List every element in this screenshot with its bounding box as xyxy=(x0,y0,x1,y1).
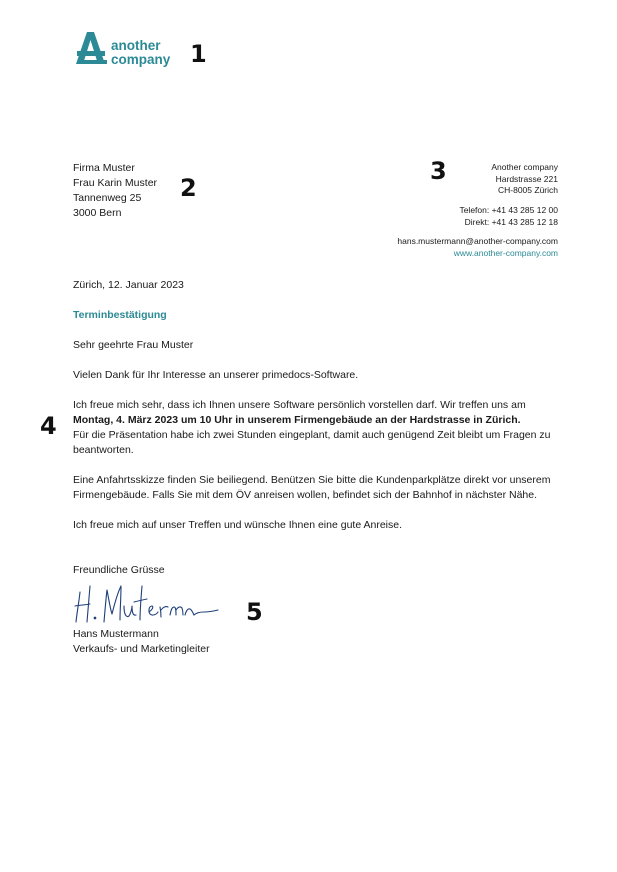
body-paragraph-1: Vielen Dank für Ihr Interesse an unserer primedocs-Software. xyxy=(73,369,359,381)
sender-street: Hardstrasse 221 xyxy=(495,173,558,184)
sender-phone: Telefon: +41 43 285 12 00 xyxy=(459,205,558,215)
recipient-address xyxy=(73,161,157,221)
appointment-details: Montag, 4. März 2023 um 10 Uhr in unserem Firmengebäude an der Hardstrasse in Zürich. xyxy=(73,414,521,426)
marker-2: 2 xyxy=(180,174,197,202)
letter-subject: Terminbestätigung xyxy=(73,309,167,321)
logo-line-1: another xyxy=(111,38,161,53)
body-paragraph-3: Eine Anfahrtsskizze finden Sie beiliegend. Benützen Sie bitte die Kundenparkplätze direkt vor unserem Firmengebäude. Falls Sie mit dem ÖV anreisen wollen, befindet sich der Bahnhof in nächster Nähe. xyxy=(73,474,551,501)
sender-address xyxy=(491,162,558,197)
marker-3: 3 xyxy=(430,157,447,185)
recipient-street: Tannenweg 25 xyxy=(73,192,142,204)
letter-date: Zürich, 12. Januar 2023 xyxy=(73,279,184,291)
closing: Freundliche Grüsse xyxy=(73,564,165,576)
recipient-name: Frau Karin Muster xyxy=(73,177,158,189)
signatory-name: Hans Mustermann xyxy=(73,628,159,640)
sender-city: CH-8005 Zürich xyxy=(498,185,558,195)
paragraph-2-rest: Für die Präsentation habe ich zwei Stunden eingeplant, damit auch genügend Zeit bleibt um Fragen zu beantworten. xyxy=(73,429,551,456)
sender-contact xyxy=(397,236,558,259)
marker-5: 5 xyxy=(246,598,263,626)
body-paragraph-2 xyxy=(73,398,558,458)
signatory-title: Verkaufs- und Marketingleiter xyxy=(73,643,210,655)
recipient-company: Firma Muster xyxy=(73,162,135,174)
letter-a-logo-icon xyxy=(73,30,109,66)
paragraph-2-intro: Ich freue mich sehr, dass ich Ihnen unsere Software persönlich vorstellen darf. Wir treffen uns am xyxy=(73,399,526,411)
sender-website-link[interactable]: www.another-company.com xyxy=(453,247,558,258)
marker-4: 4 xyxy=(40,412,57,440)
body-paragraph-4: Ich freue mich auf unser Treffen und wünsche Ihnen eine gute Anreise. xyxy=(73,519,403,531)
signatory xyxy=(73,627,210,657)
sender-company: Another company xyxy=(491,162,558,172)
salutation: Sehr geehrte Frau Muster xyxy=(73,339,194,351)
marker-1: 1 xyxy=(190,40,207,68)
sender-phones xyxy=(459,205,558,228)
sender-email[interactable]: hans.mustermann@another-company.com xyxy=(397,236,558,246)
sender-direct: Direkt: +41 43 285 12 18 xyxy=(464,216,558,227)
logo-line-2: company xyxy=(111,52,171,67)
recipient-city: 3000 Bern xyxy=(73,207,122,219)
handwritten-signature xyxy=(72,580,222,626)
logo-wordmark xyxy=(111,39,170,67)
